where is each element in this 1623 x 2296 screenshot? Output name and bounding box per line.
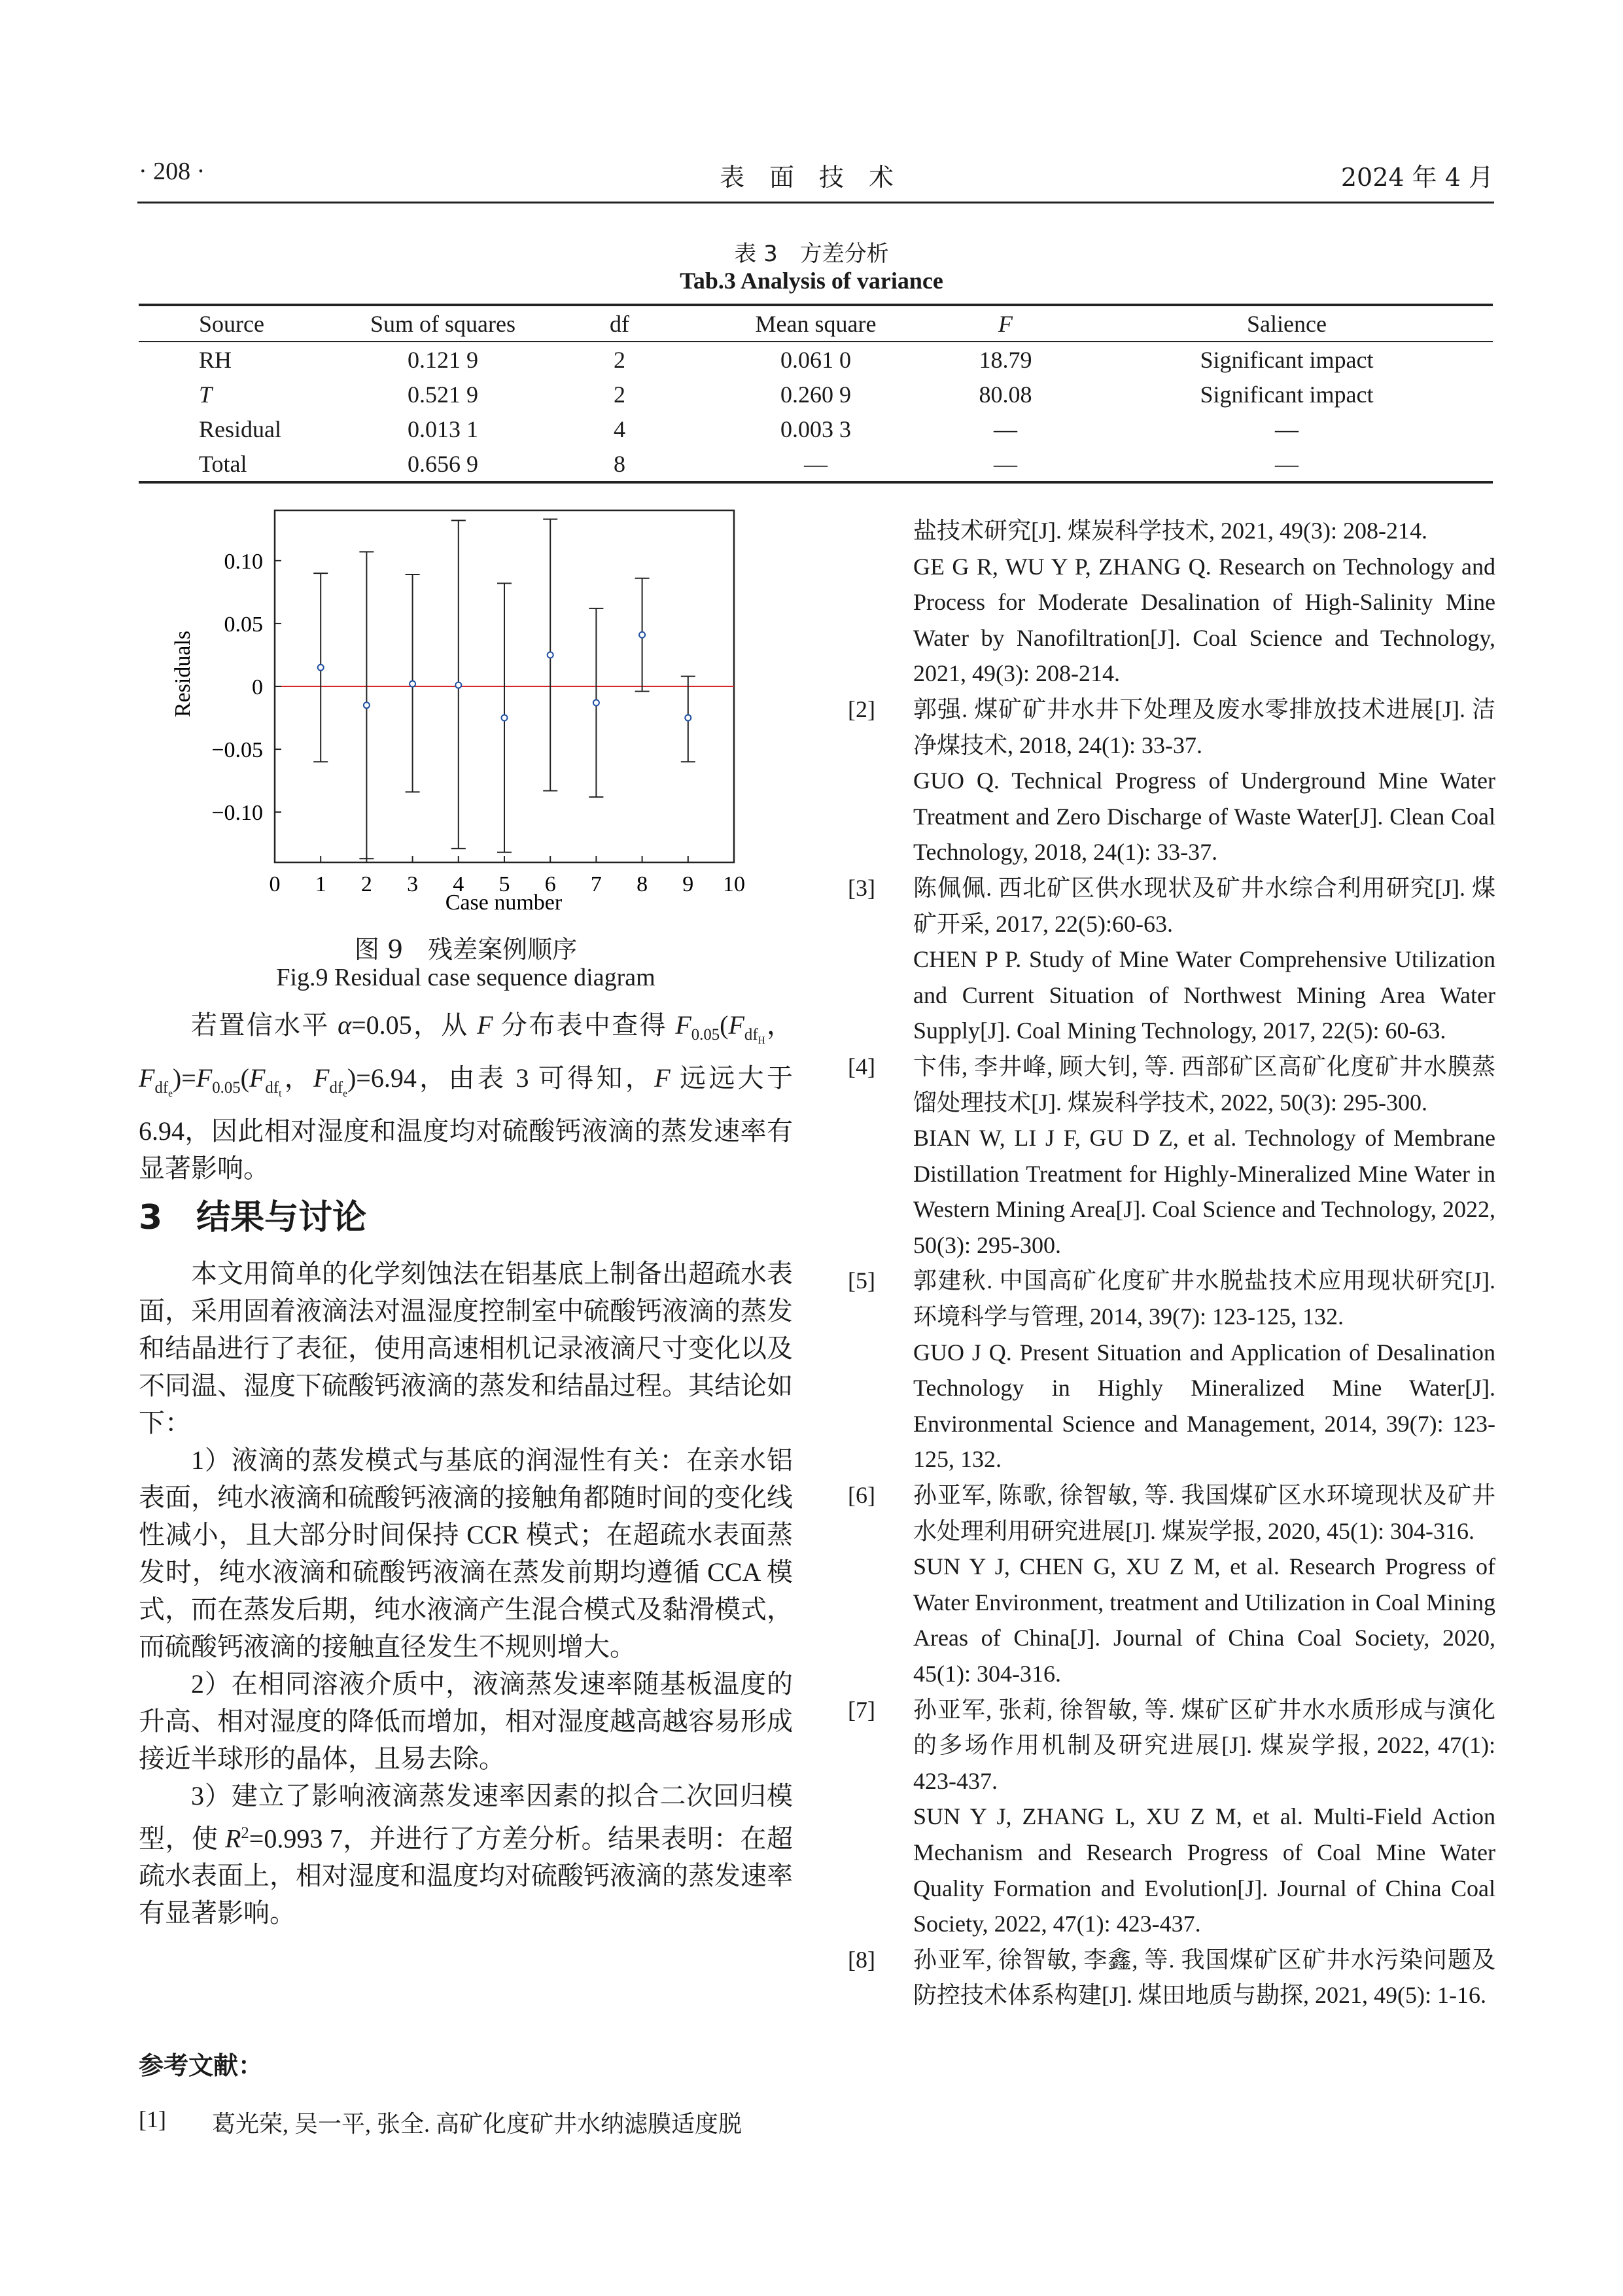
issue-date: 2024 年 4 月 xyxy=(1340,163,1493,192)
table-cell: 0.521 9 xyxy=(408,381,478,408)
reference-item xyxy=(848,692,1495,870)
residual-point xyxy=(639,632,645,638)
residual-point xyxy=(502,715,508,721)
paragraph-conclusion-2: 2）在相同溶液介质中，液滴蒸发速率随基板温度的升高、相对湿度的降低而增加，相对湿度越高越容易形成接近半球形的晶体，且易去除。 xyxy=(139,1669,793,1773)
references-heading: 参考文献： xyxy=(139,2051,264,2080)
reference-text-cn: 孙亚军, 陈歌, 徐智敏, 等. 我国煤矿区水环境现状及矿井水处理利用研究进展[J]. 煤炭学报, 2020, 45(1): 304-316. xyxy=(913,1482,1495,1544)
table-cell: Total xyxy=(199,450,247,477)
column-header: Source xyxy=(199,310,264,337)
residual-point xyxy=(593,699,599,705)
x-tick-label: 6 xyxy=(544,872,556,896)
y-tick-label: −0.05 xyxy=(211,738,263,763)
reference-number: [2] xyxy=(848,696,875,722)
paragraph-f-test: 若置信水平 α=0.05，从 F 分布表中查得 $F_{0.05}(F_{df_H}$，$F_{df_e})=F_{0.05}(F_{df_t}$，$F_{df_e})=6.94$，由表 3 可得知，F 远远大于 6.94，因此相对湿度和温度均对硫酸钙液滴的蒸发速率有显著影响。 xyxy=(139,1010,794,1183)
column-header: Mean square xyxy=(755,310,877,337)
paragraph-conclusion-1: 1）液滴的蒸发模式与基底的润湿性有关：在亲水铝表面，纯水液滴和硫酸钙液滴的接触角都随时间的变化线性减小，且大部分时间保持 CCR 模式；在超疏水表面蒸发时，纯水液滴和硫酸钙液滴在蒸发前期均遵循 CCA 模式，而在蒸发后期，纯水液滴产生混合模式及黏滑模式，而硫酸钙液滴的接触直径发生不规则增大。 xyxy=(139,1445,793,1661)
section-title: 3 结果与讨论 xyxy=(139,1198,367,1237)
x-tick-label: 3 xyxy=(407,872,419,896)
table-cell: 18.79 xyxy=(979,346,1032,373)
reference-number: [7] xyxy=(848,1696,875,1723)
table-cell: 4 xyxy=(614,415,625,442)
table-cell: 0.121 9 xyxy=(408,346,478,373)
table-cell: — xyxy=(994,415,1017,442)
table-cell: 0.061 0 xyxy=(780,346,851,373)
x-tick-label: 5 xyxy=(498,872,510,896)
column-header: Sum of squares xyxy=(370,310,515,337)
reference-list xyxy=(848,513,1495,2013)
x-tick-label: 8 xyxy=(637,872,648,896)
paragraph-conclusion-3: 3）建立了影响液滴蒸发速率因素的拟合二次回归模型，使 $R^2=0.993$ 7，并进行了方差分析。结果表明：在超疏水表面上，相对湿度和温度均对硫酸钙液滴的蒸发速率有显著影响。 xyxy=(139,1781,794,1928)
table-cell: T xyxy=(199,381,213,408)
reference-text-cn: 孙亚军, 张莉, 徐智敏, 等. 煤矿区矿井水水质形成与演化的多场作用机制及研究进展[J]. 煤炭学报, 2022, 47(1): 423-437. xyxy=(913,1696,1495,1794)
residual-point xyxy=(364,702,370,708)
table-cell: 2 xyxy=(614,381,625,408)
residual-chart xyxy=(139,497,793,929)
table-row xyxy=(139,412,1493,446)
x-axis-label: Case number xyxy=(445,891,563,915)
x-tick-label: 4 xyxy=(453,872,464,896)
table-cell: 80.08 xyxy=(979,381,1032,408)
table-cell: — xyxy=(994,450,1017,477)
reference-number: [3] xyxy=(848,874,875,901)
x-tick-label: 10 xyxy=(723,872,745,896)
left-column xyxy=(139,1006,793,1187)
table-row xyxy=(139,342,1493,377)
table-cell: Significant impact xyxy=(1200,346,1374,373)
residual-point xyxy=(410,681,415,687)
table-cell: RH xyxy=(199,346,232,373)
reference-text-cn: 郭建秋. 中国高矿化度矿井水脱盐技术应用现状研究[J]. 环境科学与管理, 2014, 39(7): 123-125, 132. xyxy=(913,1267,1495,1330)
reference-text-cn: 郭强. 煤矿矿井水井下处理及废水零排放技术进展[J]. 洁净煤技术, 2018, 24(1): 33-37. xyxy=(913,696,1495,758)
page-number: · 208 · xyxy=(139,158,205,185)
y-tick-label: 0.05 xyxy=(224,612,263,637)
reference-text-cn: 盐技术研究[J]. 煤炭科学技术, 2021, 49(3): 208-214. xyxy=(913,518,1427,544)
table-row xyxy=(139,377,1493,412)
reference-item xyxy=(848,1049,1495,1263)
x-tick-label: 9 xyxy=(682,872,694,896)
reference-item xyxy=(848,1942,1495,2013)
reference-number: [4] xyxy=(848,1053,875,1080)
table-cell: 8 xyxy=(614,450,625,477)
figure-caption-en: Fig.9 Residual case sequence diagram xyxy=(276,964,655,991)
y-axis-label: Residuals xyxy=(171,630,195,718)
table-row xyxy=(139,446,1493,482)
paragraph-summary: 本文用简单的化学刻蚀法在铝基底上制备出超疏水表面，采用固着液滴法对温湿度控制室中硫酸钙液滴的蒸发和结晶进行了表征，使用高速相机记录液滴尺寸变化以及不同温、湿度下硫酸钙液滴的蒸发和结晶过程。其结论如下： xyxy=(139,1259,793,1438)
table-cell: 0.260 9 xyxy=(780,381,851,408)
column-header: df xyxy=(610,310,629,337)
table-cell: 0.656 9 xyxy=(408,450,478,477)
reference-text-cn: 孙亚军, 徐智敏, 李鑫, 等. 我国煤矿区矿井水污染问题及防控技术体系构建[J]. 煤田地质与勘探, 2021, 49(5): 1-16. xyxy=(913,1946,1495,2009)
y-tick-label: 0 xyxy=(252,675,263,699)
residual-point xyxy=(455,682,461,688)
journal-name: 表 面 技 术 xyxy=(720,163,894,192)
figure-caption-cn: 图 9 残差案例顺序 xyxy=(354,935,578,964)
table-caption-en: Tab.3 Analysis of variance xyxy=(680,268,943,294)
reference-text-en: SUN Y J, ZHANG L, XU Z M, et al. Multi-Field Action Mechanism and Research Progress of Coal Mine Water Quality Formation and Evolution[J]. Journal of China Coal Society, 2022, 47(1): 423-437. xyxy=(913,1803,1495,1937)
table-cell: Significant impact xyxy=(1200,381,1374,408)
header-rule xyxy=(137,202,1494,203)
table-cell: 0.003 3 xyxy=(780,415,851,442)
table-cell: Residual xyxy=(199,415,281,442)
reference-text-cn: 陈佩佩. 西北矿区供水现状及矿井水综合利用研究[J]. 煤矿开采, 2017, 22(5):60-63. xyxy=(913,874,1495,937)
reference-text: 葛光荣, 吴一平, 张全. 高矿化度矿井水纳滤膜适度脱 xyxy=(212,2111,742,2137)
reference-number: [5] xyxy=(848,1267,875,1294)
table-cell: 2 xyxy=(614,346,625,373)
reference-item xyxy=(848,1477,1495,1692)
reference-number: [8] xyxy=(848,1946,875,1973)
column-header: Salience xyxy=(1247,310,1327,337)
reference-item xyxy=(848,513,1495,692)
x-tick-label: 1 xyxy=(315,872,326,896)
table-cell: 0.013 1 xyxy=(408,415,478,442)
reference-item xyxy=(848,1692,1495,1942)
reference-text-en: BIAN W, LI J F, GU D Z, et al. Technology of Membrane Distillation Treatment for Highly-Mineralized Mine Water in Western Mining Area[J]. Coal Science and Technology, 2022, 50(3): 295-300. xyxy=(913,1125,1495,1258)
residual-point xyxy=(685,715,691,721)
residual-point xyxy=(318,665,324,671)
reference-text-cn: 卞伟, 李井峰, 顾大钊, 等. 西部矿区高矿化度矿井水膜蒸馏处理技术[J]. 煤炭科学技术, 2022, 50(3): 295-300. xyxy=(913,1053,1495,1116)
column-header: F xyxy=(998,310,1013,337)
x-tick-label: 7 xyxy=(590,872,602,896)
table-caption-cn: 表 3 方差分析 xyxy=(734,241,889,267)
left-column-results xyxy=(139,1255,793,1932)
table-header-row xyxy=(139,305,1493,342)
y-tick-label: −0.10 xyxy=(211,801,263,826)
x-tick-label: 0 xyxy=(269,872,281,896)
reference-item xyxy=(139,2106,793,2137)
reference-number: [1] xyxy=(139,2106,166,2132)
table-cell: — xyxy=(1275,415,1299,442)
table-cell: — xyxy=(1275,450,1299,477)
reference-item xyxy=(848,1263,1495,1477)
reference-number: [6] xyxy=(848,1482,875,1509)
reference-item xyxy=(848,870,1495,1049)
x-tick-label: 2 xyxy=(360,872,372,896)
reference-text-en: GUO Q. Technical Progress of Underground Mine Water Treatment and Zero Discharge of Waste Water[J]. Clean Coal Technology, 2018, 24(1): 33-37. xyxy=(913,768,1495,866)
residual-point xyxy=(548,652,553,658)
reference-text-en: CHEN P P. Study of Mine Water Comprehensive Utilization and Current Situation of Northwest Mining Area Water Supply[J]. Coal Mining Technology, 2017, 22(5): 60-63. xyxy=(913,946,1495,1044)
table-cell: — xyxy=(804,450,828,477)
reference-text-en: GUO J Q. Present Situation and Application of Desalination Technology in Highly Mineralized Mine Water[J]. Environmental Science and Management, 2014, 39(7): 123-125, 132. xyxy=(913,1339,1495,1473)
anova-table xyxy=(139,304,1493,484)
reference-text-en: SUN Y J, CHEN G, XU Z M, et al. Research Progress of Water Environment, treatment and Utilization in Coal Mining Areas of China[J]. Journal of China Coal Society, 2020, 45(1): 304-316. xyxy=(913,1553,1495,1687)
y-tick-label: 0.10 xyxy=(224,549,263,574)
reference-text-en: GE G R, WU Y P, ZHANG Q. Research on Technology and Process for Moderate Desalination of High-Salinity Mine Water by Nanofiltration[J]. Coal Science and Technology, 2021, 49(3): 208-214. xyxy=(913,553,1495,687)
